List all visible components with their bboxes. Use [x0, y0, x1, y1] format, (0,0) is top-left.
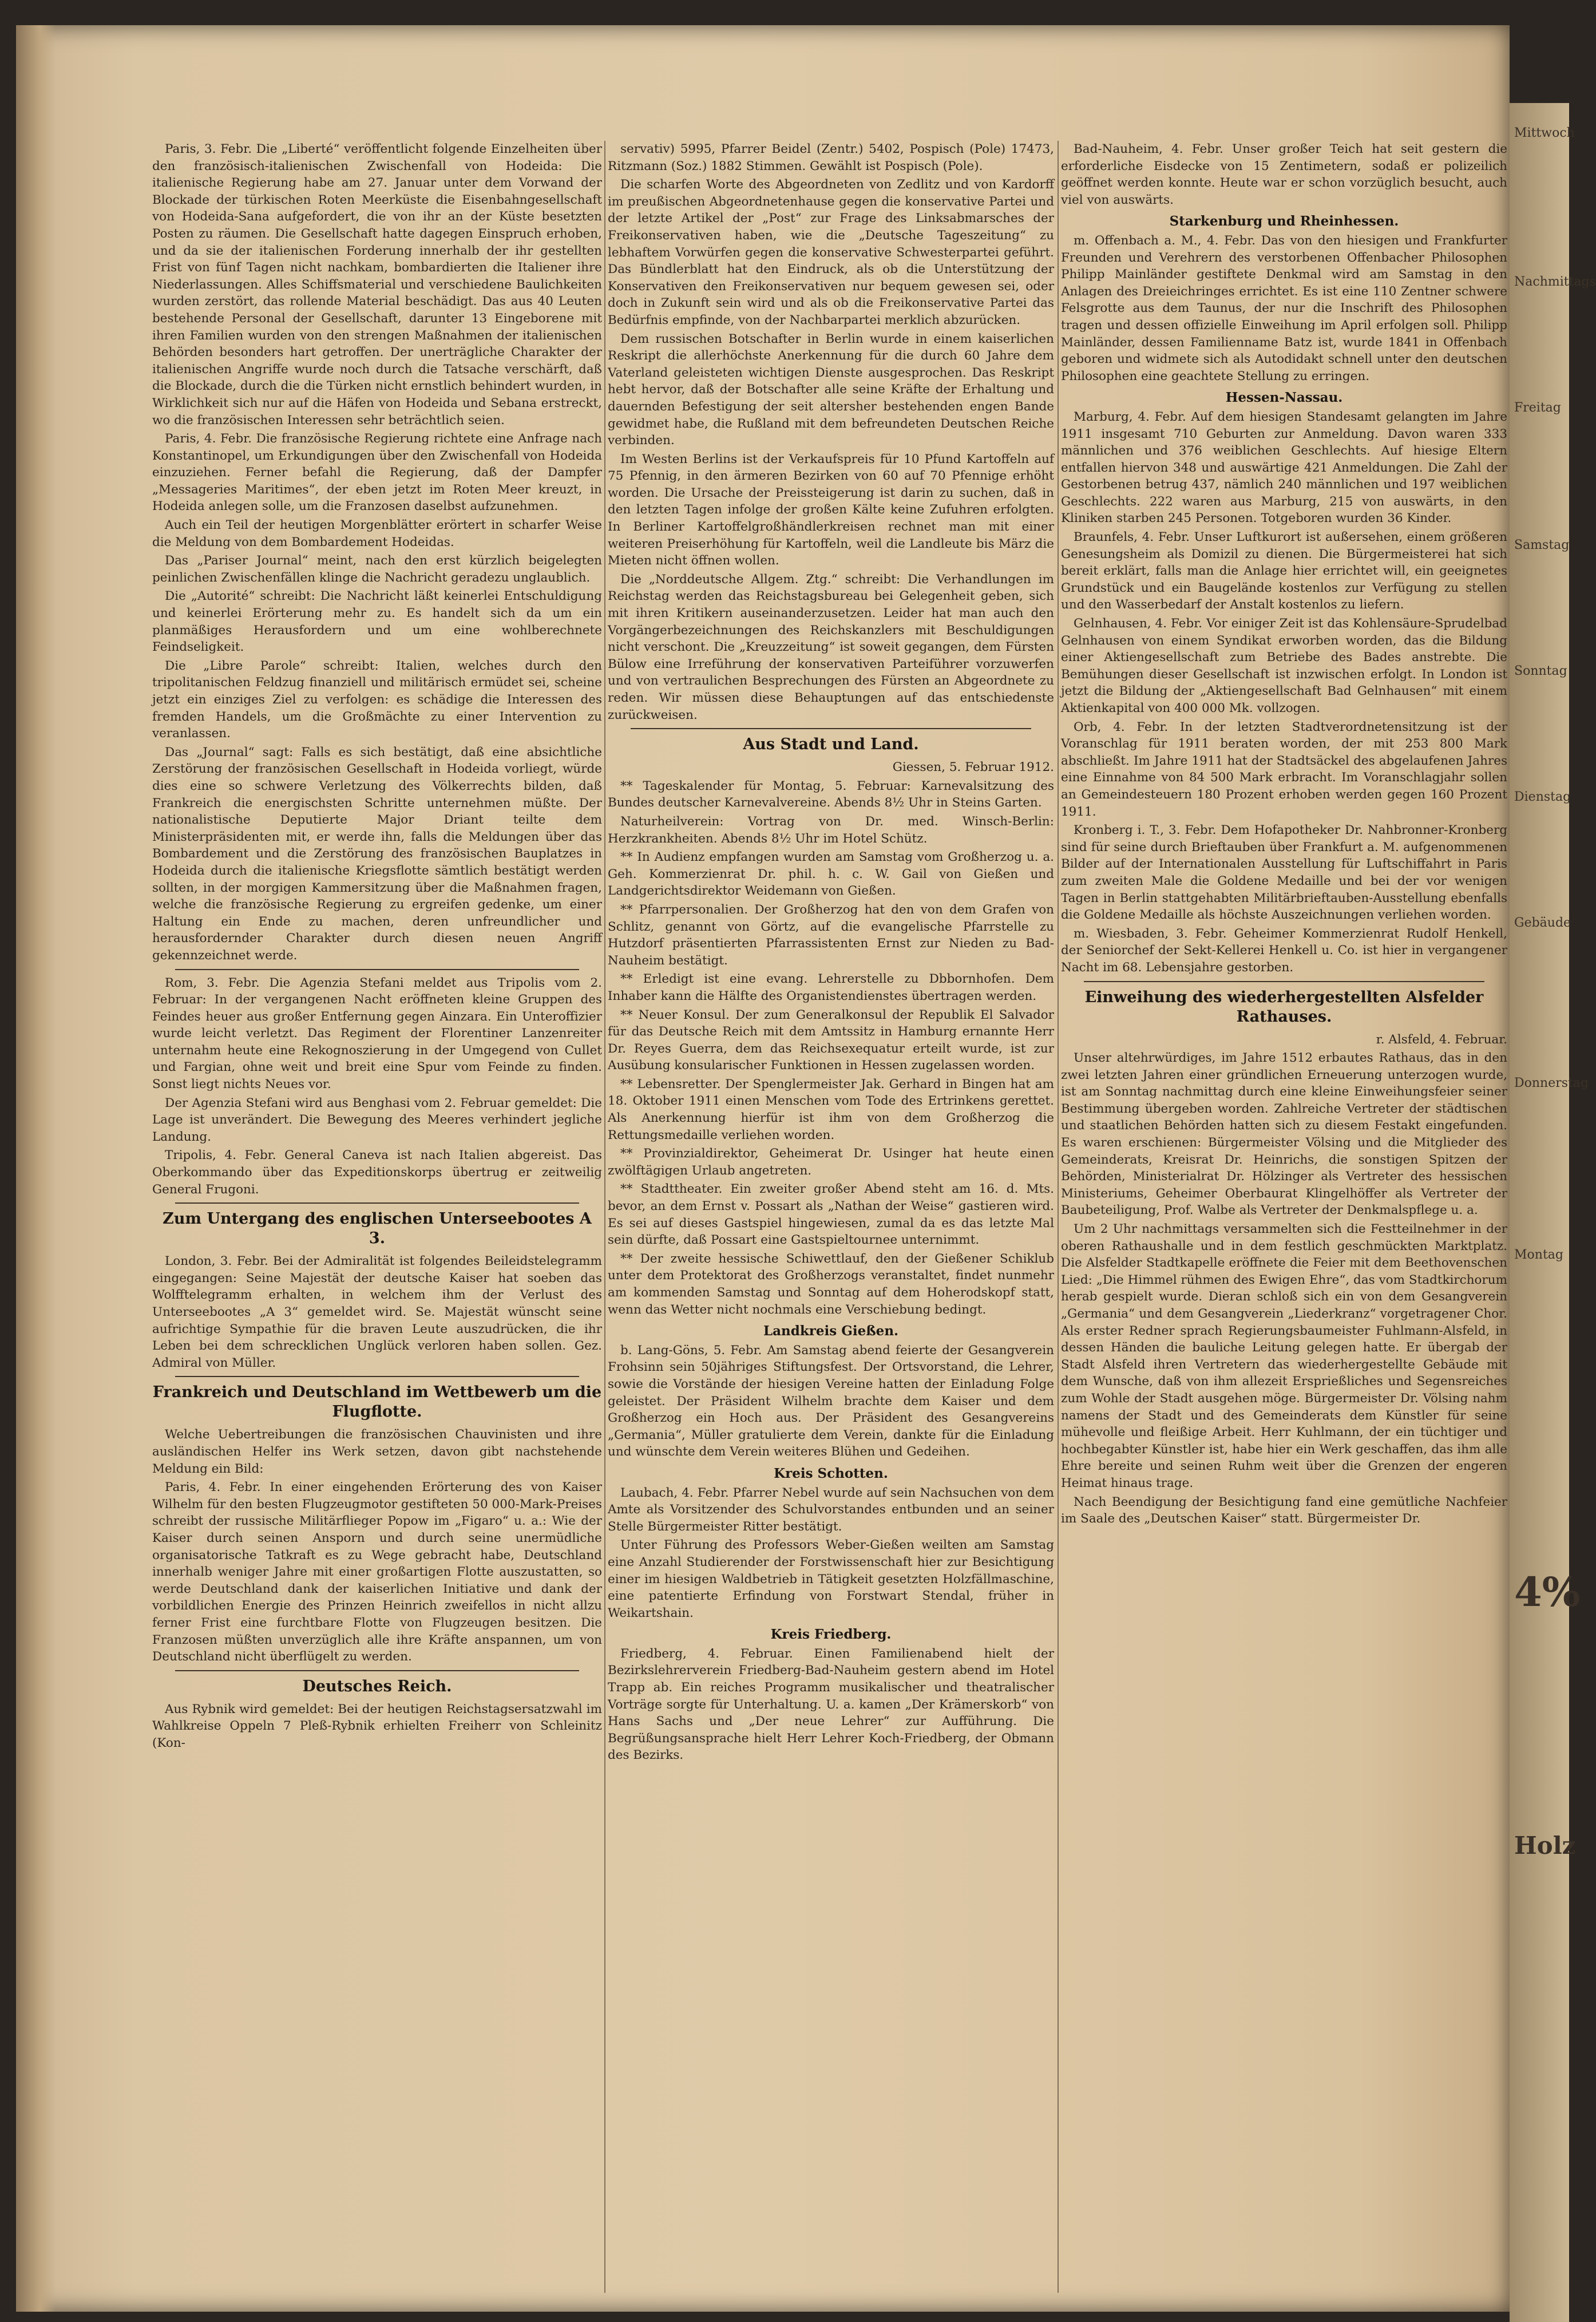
article-paragraph: Auch ein Teil der heutigen Morgenblätter erörtert in scharfer Weise die Meldung von dem Bombardement Hodeidas. [152, 518, 602, 549]
article-paragraph: ** Lebensretter. Der Spenglermeister Jak. Gerhard in Bingen hat am 18. Oktober 1911 einen Menschen vom Tode des Ertrinkens gerettet. Als Anerkennung hierfür ist ihm von dem Großherzog die Rettungsmedaille verliehen worden. [608, 1077, 1054, 1142]
article-paragraph: m. Wiesbaden, 3. Febr. Geheimer Kommerzienrat Rudolf Henkell, der Seniorchef der Sekt-Kellerei Henkell u. Co. ist hier in vergangener Nacht im 68. Lebensjahre gestorben. [1061, 926, 1507, 975]
section-rule [175, 1670, 579, 1671]
article-paragraph: Aus Rybnik wird gemeldet: Bei der heutigen Reichstagsersatzwahl im Wahlkreise Oppeln 7 Pleß-Rybnik erhielten Freiherr von Schleinitz (Kon- [152, 1702, 602, 1750]
column-3 [1061, 141, 1507, 2304]
subsection-heading: Kreis Friedberg. [770, 1627, 892, 1643]
adjacent-page-strip [1510, 103, 1596, 2322]
section-rule [175, 1376, 579, 1377]
article-paragraph: Die „Autorité“ schreibt: Die Nachricht läßt keinerlei Entschuldigung und keinerlei Erörterung mehr zu. Es handelt sich da um ein planmäßiges Herausfordern und um eine wohlberechnete Feindseligkeit. [152, 589, 602, 655]
article-paragraph: b. Lang-Göns, 5. Febr. Am Samstag abend feierte der Gesangverein Frohsinn sein 50jähriges Stiftungsfest. Der Ortsvorstand, die Lehrer, sowie die Vorstände der hiesigen Vereine hatten der Einladung Folge geleistet. Der Präsident Wilhelm brachte dem Kaiser und dem Großherzog ein Hoch aus. Der Präsident des Gesangvereins „Germania“, Müller gratulierte dem Verein, dankte für die Einladung und wünschte dem Verein weiteres Blühen und Gedeihen. [608, 1343, 1054, 1459]
subsection-heading: Starkenburg und Rheinhessen. [1169, 213, 1399, 230]
column-divider [604, 141, 605, 2293]
article-paragraph: Um 2 Uhr nachmittags versammelten sich die Festteilnehmer in der oberen Rathaushalle und in dem festlich geschmückten Marktplatz. Die Alsfelder Stadtkapelle eröffnete die Feier mit dem Beethovenschen Lied: „Die Himmel rühmen des Ewigen Ehre“, das vom Stadtkirchorum herab gespielt wurde. Dieran schloß sich ein von dem Gesangverein „Germania“ und dem Gesangverein „Liederkranz“ vorgetragener Chor. Als erster Redner sprach Regierungsbaumeister Fuhlmann-Alsfeld, in dessen Händen die bauliche Leitung gelegen hatte. Er übergab der Stadt Alsfeld ihren Vertretern das wiederhergestellte Gebäude mit dem Wunsche, daß von ihm allezeit Ersprießliches und Segensreiches zum Wohle der Stadt ausgehen möge. Bürgermeister Dr. Völsing nahm namens der Stadt und des Gemeinderats dem Künstler für seine mühevolle und fleißige Arbeit. Herr Kuhlmann, der ein tüchtiger und hochbegabter Künstler ist, habe hier ein Werk geschaffen, das ihm alle Ehre bereite und seinen Ruhm weit über die Grenzen der engeren Heimat hinaus trage. [1061, 1222, 1507, 1490]
margin-fragment: Samstag [1514, 538, 1570, 552]
article-paragraph: Im Westen Berlins ist der Verkaufspreis für 10 Pfund Kartoffeln auf 75 Pfennig, in den ärmeren Bezirken von 60 auf 70 Pfennige erhöht worden. Die Ursache der Preissteigerung ist darin zu suchen, daß in den letzten Tagen infolge der großen Kälte keine Zufuhren erfolgten. In Berliner Kartoffelgroßhändlerkreisen rechnet man mit einer weiteren Preiserhöhung für Kartoffeln, weil die Landleute bis März die Mieten nicht öffnen wollen. [608, 452, 1054, 568]
section-rule [175, 969, 579, 970]
subsection-heading: Landkreis Gießen. [763, 1323, 899, 1339]
article-paragraph: Welche Uebertreibungen die französischen Chauvinisten und ihre ausländischen Helfer ins Werk setzen, davon gibt nachstehende Meldung ein Bild: [152, 1427, 602, 1476]
article-paragraph: Der Agenzia Stefani wird aus Benghasi vom 2. Februar gemeldet: Die Lage ist unverändert. Die Bewegung des Meeres verhindert jegliche Landung. [152, 1095, 602, 1144]
subsection-heading: Hessen-Nassau. [1225, 390, 1343, 406]
article-paragraph: Dem russischen Botschafter in Berlin wurde in einem kaiserlichen Reskript die allerhöchste Anerkennung für die durch 60 Jahre dem Vaterland geleisteten wichtigen Dienste ausgesprochen. Das Reskript hebt hervor, daß der Botschafter alle seine Kräfte der Erhaltung und dauernden Befestigung der seit altersher bestehenden engen Bande gewidmet habe, die Rußland mit dem befreundeten Deutschen Reiche verbinden. [608, 331, 1054, 448]
article-paragraph: Das „Journal“ sagt: Falls es sich bestätigt, daß eine absichtliche Zerstörung der französischen Gesellschaft in Hodeida vorliegt, würde dies eine so schwere Verletzung des Völkerrechts bilden, daß Frankreich die energischsten Schritte unternehmen müßte. Der nationalistische Deputierte Major Driant teilte dem Ministerpräsidenten mit, er werde ihn, falls die Meldungen über das Bombardement und die Zerstörung des französischen Bauplatzes in Hodeida durch die italienische Kriegsflotte sämtlich bestätigt werden sollten, in der morgigen Kammersitzung über die Maßnahmen fragen, welche die französische Regierung zu ergreifen gedenke, um einer Haltung ein Ende zu machen, deren unfreundlicher und herausfordernder Charakter durch diesen neuen Angriff gekennzeichnet werde. [152, 745, 602, 963]
margin-fragment: Freitag [1514, 401, 1561, 415]
section-heading: Deutsches Reich. [302, 1677, 452, 1695]
article-paragraph: Unter Führung des Professors Weber-Gießen weilten am Samstag eine Anzahl Studierender der Forstwissenschaft hier zur Besichtigung einer im hiesigen Waldbetrieb in Tätigkeit gesetzten Holzfällmaschine, eine patentierte Erfindung von Forstwart Stendal, früher in Weikartshain. [608, 1538, 1054, 1620]
article-paragraph: Gelnhausen, 4. Febr. Vor einiger Zeit ist das Kohlensäure-Sprudelbad Gelnhausen von einem Syndikat erworben worden, das die Bildung einer Aktiengesellschaft zum Betriebe des Bades anstrebte. Die Bemühungen dieser Gesellschaft ist inzwischen erfolgt. In London ist jetzt die Bildung der „Aktiengesellschaft Bad Gelnhausen“ mit einem Aktienkapital von 400 000 Mk. vollzogen. [1061, 616, 1507, 715]
article-paragraph: Tripolis, 4. Febr. General Caneva ist nach Italien abgereist. Das Oberkommando über das Expeditionskorps übertrug er zeitweilig General Frugoni. [152, 1148, 602, 1197]
article-paragraph: Paris, 4. Febr. Die französische Regierung richtete eine Anfrage nach Konstantinopel, um Erkundigungen über den Zwischenfall von Hodeida einzuziehen. Ferner befahl die Regierung, daß der Dampfer „Messageries Maritimes“, der eben jetzt im Roten Meer kreuzt, in Hodeida anlegen solle, um die Franzosen daselbst aufzunehmen. [152, 432, 602, 514]
column-2 [608, 141, 1054, 2304]
article-paragraph: Bad-Nauheim, 4. Febr. Unser großer Teich hat seit gestern die erforderliche Eisdecke von 15 Zentimetern, sodaß er polizeilich geöffnet werden konnte. Heute war er schon vorzüglich besucht, auch viel von auswärts. [1061, 142, 1507, 207]
article-paragraph: ** Stadttheater. Ein zweiter großer Abend steht am 16. d. Mts. bevor, an dem Ernst v. Possart als „Nathan der Weise“ gastieren wird. Es sei auf dieses Gastspiel hingewiesen, zumal da es das letzte Mal sein dürfte, daß Possart eine Gastspieltournee unternimmt. [608, 1182, 1054, 1248]
article-paragraph: London, 3. Febr. Bei der Admiralität ist folgendes Beileidstelegramm eingegangen: Seine Majestät der deutsche Kaiser hat soeben das Wolfftelegramm erhalten, in welchem ihm der Verlust des Unterseebootes „A 3“ gemeldet wird. Se. Majestät wünscht seine aufrichtige Sympathie für die braven Leute auszudrücken, die ihr Leben bei dem schrecklichen Unglück verloren haben sollen. Gez. Admiral von Müller. [152, 1254, 602, 1370]
article-paragraph: Die „Norddeutsche Allgem. Ztg.“ schreibt: Die Verhandlungen im Reichstag werden das Reichstagsbureau bei Gelegenheit geben, sich mit ihren Kritikern auseinanderzusetzen. Leider hat man auch den Vorgängerbezeichnungen des Reichskanzlers mit Beschuldigungen nicht verschont. Die „Kreuzzeitung“ ist soweit gegangen, dem Fürsten Bülow eine Irreführung der konservativen Parteiführer vorzuwerfen und von vertraulichen Besprechungen des Fürsten an Abgeordnete zu reden. Wir müssen diese Behauptungen auf das entschiedenste zurückweisen. [608, 572, 1054, 722]
article-paragraph: m. Offenbach a. M., 4. Febr. Das von den hiesigen und Frankfurter Freunden und Verehrern des verstorbenen Offenbacher Philosophen Philipp Mainländer gestiftete Denkmal wird am Samstag in den Anlagen des Dreieichringes errichtet. Es ist eine 110 Zentner schwere Felsgrotte aus dem Taunus, der nur die Inschrift des Philosophen tragen und dessen offizielle Einweihung im April erfolgen soll. Philipp Mainländer, dessen Familienname Batz ist, wurde 1841 in Offenbach geboren und widmete sich als Autodidakt schnell unter den deutschen Philosophen eine geachtete Stellung zu erringen. [1061, 233, 1507, 383]
article-paragraph: ** Pfarrpersonalien. Der Großherzog hat den von dem Grafen von Schlitz, genannt von Görtz, auf die evangelische Pfarrstelle zu Hutzdorf präsentierten Pfarrassistenten Ernst zur Nieden zu Bad-Nauheim bestätigt. [608, 902, 1054, 968]
article-paragraph: Rom, 3. Febr. Die Agenzia Stefani meldet aus Tripolis vom 2. Februar: In der vergangenen Nacht eröffneten kleine Gruppen des Feindes heuer aus großer Entfernung gegen Ainzara. Ein Unteroffizier wurde leicht verletzt. Das Regiment der Florentiner Lanzenreiter unternahm heute eine Rekognoszierung in der Umgegend von Cullet und Fargian, ohne weit und breit eine Spur vom Feinde zu finden. Sonst liegt nichts Neues vor. [152, 975, 602, 1092]
article-paragraph: ** Provinzialdirektor, Geheimerat Dr. Usinger hat heute einen zwölftägigen Urlaub angetreten. [608, 1146, 1054, 1178]
margin-fragment: Nachmittags [1514, 275, 1596, 289]
article-paragraph: ** Tageskalender für Montag, 5. Februar: Karnevalsitzung des Bundes deutscher Karnevalvereine. Abends 8½ Uhr in Steins Garten. [608, 778, 1054, 810]
article-paragraph: Unser altehrwürdiges, im Jahre 1512 erbautes Rathaus, das in den zwei letzten Jahren einer gründlichen Erneuerung unterzogen wurde, ist am Sonntag nachmittag durch eine kleine Einweihungsfeier seiner Bestimmung übergeben worden. Zahlreiche Vertreter der städtischen und staatlichen Behörden hatten sich zu diesem Festakt eingefunden. Es waren erschienen: Bürgermeister Völsing und die Mitglieder des Gemeinderats, Kreisrat Dr. Heinrichs, die sonstigen Spitzen der Behörden, Ministerialrat Dr. Hölzinger als Vertreter des hessischen Ministeriums, Geheimer Oberbaurat Klingelhöffer als Vertreter der Baubeteiligung, Prof. Walbe als Vertreter der Denkmalspflege u. a. [1061, 1051, 1507, 1218]
margin-fragment: Mittwoch [1514, 126, 1575, 140]
article-paragraph: Die „Libre Parole“ schreibt: Italien, welches durch den tripolitanischen Feldzug finanziell und militärisch ermüdet sei, scheine jetzt ein einziges Ziel zu verfolgen: es schädige die Interessen des fremden Handels, um die Großmächte zu einer Intervention zu veranlassen. [152, 658, 602, 741]
margin-fragment: 4% [1514, 1568, 1581, 1616]
article-paragraph: Laubach, 4. Febr. Pfarrer Nebel wurde auf sein Nachsuchen von dem Amte als Vorsitzender des Schulvorstandes entbunden und an seiner Stelle Bürgermeister Ritter bestätigt. [608, 1485, 1054, 1534]
page-spine-shadow [16, 25, 56, 2312]
section-heading: Aus Stadt und Land. [743, 735, 919, 754]
article-paragraph: Paris, 3. Febr. Die „Liberté“ veröffentlicht folgende Einzelheiten über den französisch-italienischen Zwischenfall von Hodeida: Die italienische Regierung habe am 27. Januar unter dem Vorwand der Blockade der türkischen Roten Meerküste die Eisenbahngesellschaft von Hodeida-Sana aufgefordert, die von ihr an der Küste besetzten Posten zu räumen. Die Gesellschaft hatte dagegen Einspruch erhoben, und da sie der italienischen Forderung innerhalb der ihr gestellten Frist von fünf Tagen nicht nachkam, bombardierten die Italiener ihre Niederlassungen. Alles Schiffsmaterial und verschiedene Baulichkeiten wurden zerstört, das rollende Material beschädigt. Das aus 40 Leuten bestehende Personal der Gesellschaft, darunter 13 Eingeborene mit ihren Familien wurden von den strengen Maßnahmen der italienischen Behörden besonders hart getroffen. Der unerträgliche Charakter der italienischen Angriffe wurde noch durch die Tatsache verschärft, daß die Blockade, durch die die Türken nicht ernstlich behindert wurden, in Wirklichkeit sich nur auf die Häfen von Hodeida und Sebana erstreckt, wo die französischen Interessen sehr beträchtlich seien. [152, 142, 602, 428]
article-paragraph: Friedberg, 4. Februar. Einen Familienabend hielt der Bezirkslehrerverein Friedberg-Bad-Nauheim gestern abend im Hotel Trapp ab. Ein reiches Programm musikalischer und theatralischer Vorträge sorgte für Unterhaltung. U. a. kamen „Der Krämerskorb“ von Hans Sachs und „Der neue Lehrer“ zur Aufführung. Die Begrüßungsansprache hielt Herr Lehrer Koch-Friedberg, der Obmann des Bezirks. [608, 1646, 1054, 1763]
section-rule [175, 1202, 579, 1204]
article-paragraph: ** Erledigt ist eine evang. Lehrerstelle zu Dbbornhofen. Dem Inhaber kann die Hälfte des Organistendienstes übertragen werden. [608, 972, 1054, 1003]
dateline: Giessen, 5. Februar 1912. [892, 760, 1054, 775]
article-paragraph: ** In Audienz empfangen wurden am Samstag vom Großherzog u. a. Geh. Kommerzienrat Dr. phil. h. c. W. Gail von Gießen und Landgerichtsdirektor Weidemann von Gießen. [608, 850, 1054, 899]
article-paragraph: Braunfels, 4. Febr. Unser Luftkurort ist außersehen, einem größeren Genesungsheim als Domizil zu dienen. Die Bürgermeisterei hat sich bereit erklärt, falls man die Anlage hier errichtet will, ein geeignetes Grundstück und ein Baugelände kostenlos zur Verfügung zu stellen und den Wasserbedarf der Anstalt kostenlos zu liefern. [1061, 530, 1507, 612]
margin-fragment: Gebäude [1514, 916, 1571, 930]
margin-fragment: Sonntag [1514, 664, 1567, 678]
section-rule [1084, 981, 1484, 982]
margin-fragment: Montag [1514, 1248, 1563, 1262]
section-heading: Einweihung des wiederhergestellten Alsfelder Rathauses. [1084, 988, 1484, 1026]
article-paragraph: Nach Beendigung der Besichtigung fand eine gemütliche Nachfeier im Saale des „Deutschen Kaiser“ statt. Bürgermeister Dr. [1061, 1494, 1507, 1526]
column-1 [152, 141, 602, 2304]
article-paragraph: Paris, 4. Febr. In einer eingehenden Erörterung des von Kaiser Wilhelm für den besten Flugzeugmotor gestifteten 50 000-Mark-Preises schreibt der russische Militärflieger Popow im „Figaro“ u. a.: Wie der Kaiser durch seinen Ansporn und durch seine unermüdliche organisatorische Tatkraft es zu Wege gebracht habe, Deutschland innerhalb weniger Jahre mit einer großartigen Flotte auszustatten, so werde Deutschland dank der kaiserlichen Initiative und dank der vorbildlichen Energie des Prinzen Heinrich zweifellos in nicht allzu ferner Frist eine furchtbare Flotte von Flugzeugen besitzen. Die Franzosen müßten unverzüglich alle ihre Kräfte anspannen, um von Deutschland nicht überflügelt zu werden. [152, 1480, 602, 1664]
section-heading: Zum Untergang des englischen Unterseebootes A 3. [163, 1210, 592, 1248]
article-paragraph: Das „Pariser Journal“ meint, nach den erst kürzlich beigelegten peinlichen Zwischenfällen klinge die Nachricht geradezu unglaublich. [152, 553, 602, 585]
article-paragraph: Die scharfen Worte des Abgeordneten von Zedlitz und von Kardorff im preußischen Abgeordnetenhause gegen die konservative Partei und der letzte Artikel der „Post“ zur Frage des Linksabmarsches der Freikonservativen haben, wie die „Deutsche Tageszeitung“ zu lebhaftem Vorwürfen gegen die konservative Schwesterpartei geführt. Das Bündlerblatt hat den Eindruck, als ob die Unterstützung der Konservativen den Freikonservativen nur bequem gewesen sei, oder doch in Zukunft sein wird und als ob die Freikonservative Partei das Bedürfnis empfinde, von der Nachbarpartei merklich abzurücken. [608, 177, 1054, 327]
subsection-heading: Kreis Schotten. [774, 1465, 888, 1481]
article-paragraph: Orb, 4. Febr. In der letzten Stadtverordnetensitzung ist der Voranschlag für 1911 beraten worden, der mit 253 800 Mark abschließt. Im Jahre 1911 hat der Stadtsäckel des abgelaufenen Jahres eine Einnahme von 84 500 Mark erbracht. Im Voranschlagjahr sollen an Gemeindesteuern 180 Prozent erhoben werden gegen 160 Prozent 1911. [1061, 719, 1507, 819]
margin-fragment: Holz [1514, 1832, 1576, 1860]
article-paragraph: Naturheilverein: Vortrag von Dr. med. Winsch-Berlin: Herzkrankheiten. Abends 8½ Uhr im Hotel Schütz. [608, 814, 1054, 846]
dateline: r. Alsfeld, 4. Februar. [1376, 1032, 1507, 1047]
margin-fragment: Dienstag [1514, 790, 1571, 804]
article-paragraph: ** Der zweite hessische Schiwettlauf, den der Gießener Schiklub unter dem Protektorat des Großherzogs veranstaltet, findet nunmehr am kommenden Samstag und Sonntag auf dem Hoherodskopf statt, wenn das Wetter nicht nochmals eine Verschiebung bedingt. [608, 1251, 1054, 1317]
margin-fragment: Donnerstag [1514, 1076, 1589, 1090]
section-rule [631, 728, 1031, 729]
article-paragraph: ** Neuer Konsul. Der zum Generalkonsul der Republik El Salvador für das Deutsche Reich mit dem Amtssitz in Hamburg ernannte Herr Dr. Reyes Guerra, dem das Reichsexequatur erteilt wurde, ist zur Ausübung konsularischer Funktionen in Hessen zugelassen worden. [608, 1007, 1054, 1073]
column-divider [1058, 141, 1059, 2293]
section-heading: Frankreich und Deutschland im Wettbewerb um die Flugflotte. [152, 1383, 602, 1421]
article-paragraph: servativ) 5995, Pfarrer Beidel (Zentr.) 5402, Pospisch (Pole) 17473, Ritzmann (Soz.) 1882 Stimmen. Gewählt ist Pospisch (Pole). [608, 142, 1054, 173]
article-paragraph: Marburg, 4. Febr. Auf dem hiesigen Standesamt gelangten im Jahre 1911 insgesamt 710 Geburten zur Anmeldung. Davon waren 333 männlichen und 376 weiblichen Geschlechts. Auf hiesige Eltern entfallen hiervon 348 und auswärtige 421 Anmeldungen. Die Zahl der Gestorbenen betrug 437, nämlich 240 männlichen und 197 weiblichen Geschlechts. 222 waren aus Marburg, 215 von auswärts, in den Kliniken starben 245 Personen. Totgeboren wurden 36 Kinder. [1061, 409, 1507, 526]
article-paragraph: Kronberg i. T., 3. Febr. Dem Hofapotheker Dr. Nahbronner-Kronberg sind für seine durch Brieftauben über Frankfurt a. M. aufgenommenen Bilder auf der Internationalen Ausstellung für Luftschiffahrt in Paris zum zweiten Male die Goldene Medaille und bei der vor wenigen Tagen in Berlin stattgehabten Militärbrieftauben-Ausstellung ebenfalls die Goldene Medaille als höchste Auszeichnungen verliehen worden. [1061, 823, 1507, 923]
